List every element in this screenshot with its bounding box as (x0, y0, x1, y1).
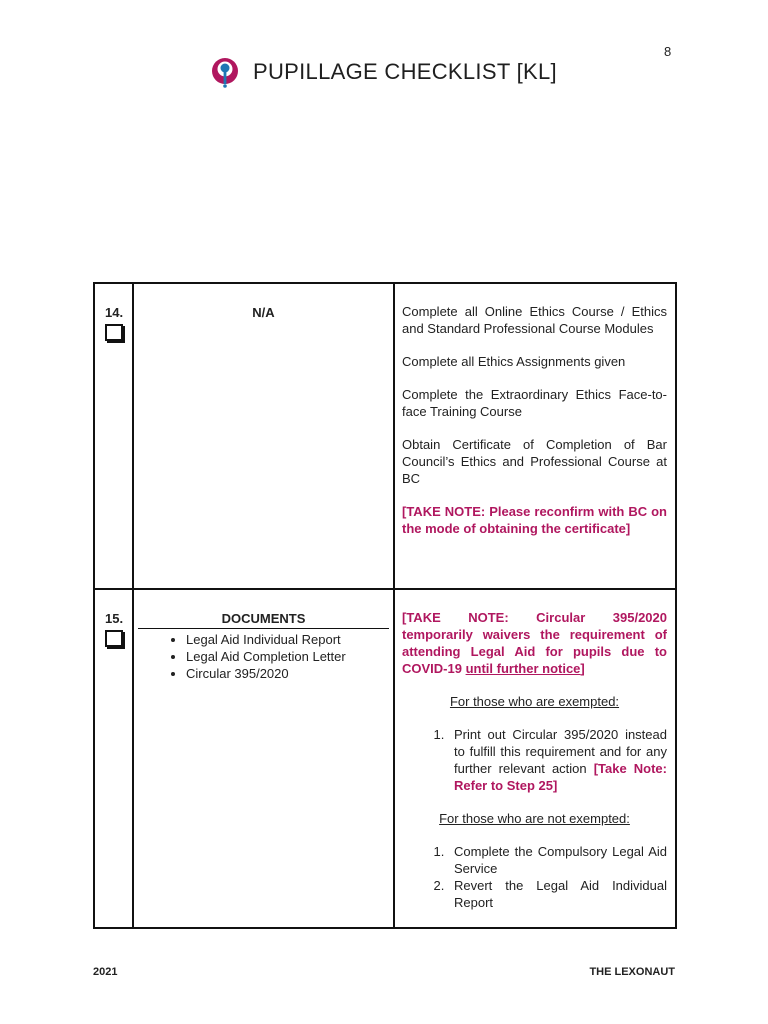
instruction-text: Complete all Ethics Assignments given (402, 354, 626, 369)
heading-divider (138, 628, 389, 629)
documents-list (134, 631, 393, 682)
list-item: • Legal Aid Individual Report (186, 631, 393, 648)
list-item: 1. Complete the Compulsory Legal Aid Service (448, 843, 667, 877)
table-row (94, 283, 676, 589)
exempt-list (402, 726, 667, 794)
footer-brand: THE LEXONAUT (589, 966, 675, 978)
list-item (448, 726, 667, 794)
lexonaut-logo-icon (209, 56, 241, 88)
checkbox-icon[interactable] (105, 324, 123, 341)
not-exempt-list (402, 843, 667, 911)
exempt-heading: For those who are exempted: (449, 694, 620, 709)
step-number-cell (94, 589, 133, 928)
take-note-end: ] (580, 661, 585, 676)
list-item-text: Print out Circular 395/2020 instead to fulfill this requirement and for any further relevant action (454, 727, 667, 776)
list-item: • Circular 395/2020 (186, 665, 393, 682)
list-item: 2. Revert the Legal Aid Individual Report (448, 877, 667, 911)
take-note: [TAKE NOTE: Please reconfirm with BC on the mode of obtaining the certificate] (402, 504, 667, 536)
step-number-cell (94, 283, 133, 589)
instructions-cell (394, 283, 676, 589)
list-item: • Legal Aid Completion Letter (186, 648, 393, 665)
take-note-text: [TAKE NOTE: Circular 395/2020 temporarily waivers the requirement of attending Legal Aid for pupils due to COVID-19 (402, 610, 667, 676)
table-row (94, 589, 676, 928)
take-note (402, 609, 667, 677)
take-note-underlined: until further notice (465, 661, 581, 676)
instruction-text: Complete all Online Ethics Course / Ethics and Standard Professional Course Modules (402, 304, 667, 336)
documents-cell (133, 589, 394, 928)
step-number: 15. (105, 611, 124, 626)
instructions-cell (394, 589, 676, 928)
instruction-text: Complete the Extraordinary Ethics Face-to-face Training Course (402, 387, 667, 419)
documents-heading: DOCUMENTS (221, 611, 306, 626)
documents-heading: N/A (252, 305, 275, 320)
step-number: 14. (105, 305, 124, 320)
list-item-note: [Take Note: Refer to Step 25] (454, 761, 667, 793)
checklist-table (93, 282, 677, 929)
footer-year: 2021 (93, 966, 118, 978)
document-title: PUPILLAGE CHECKLIST [KL] (253, 59, 557, 84)
document-header (209, 56, 557, 88)
documents-cell (133, 283, 394, 589)
not-exempt-heading: For those who are not exempted: (439, 811, 630, 826)
page-number: 8 (664, 44, 672, 59)
checkbox-icon[interactable] (105, 630, 123, 647)
instruction-text: Obtain Certificate of Completion of Bar Council’s Ethics and Professional Course at BC (402, 437, 667, 486)
